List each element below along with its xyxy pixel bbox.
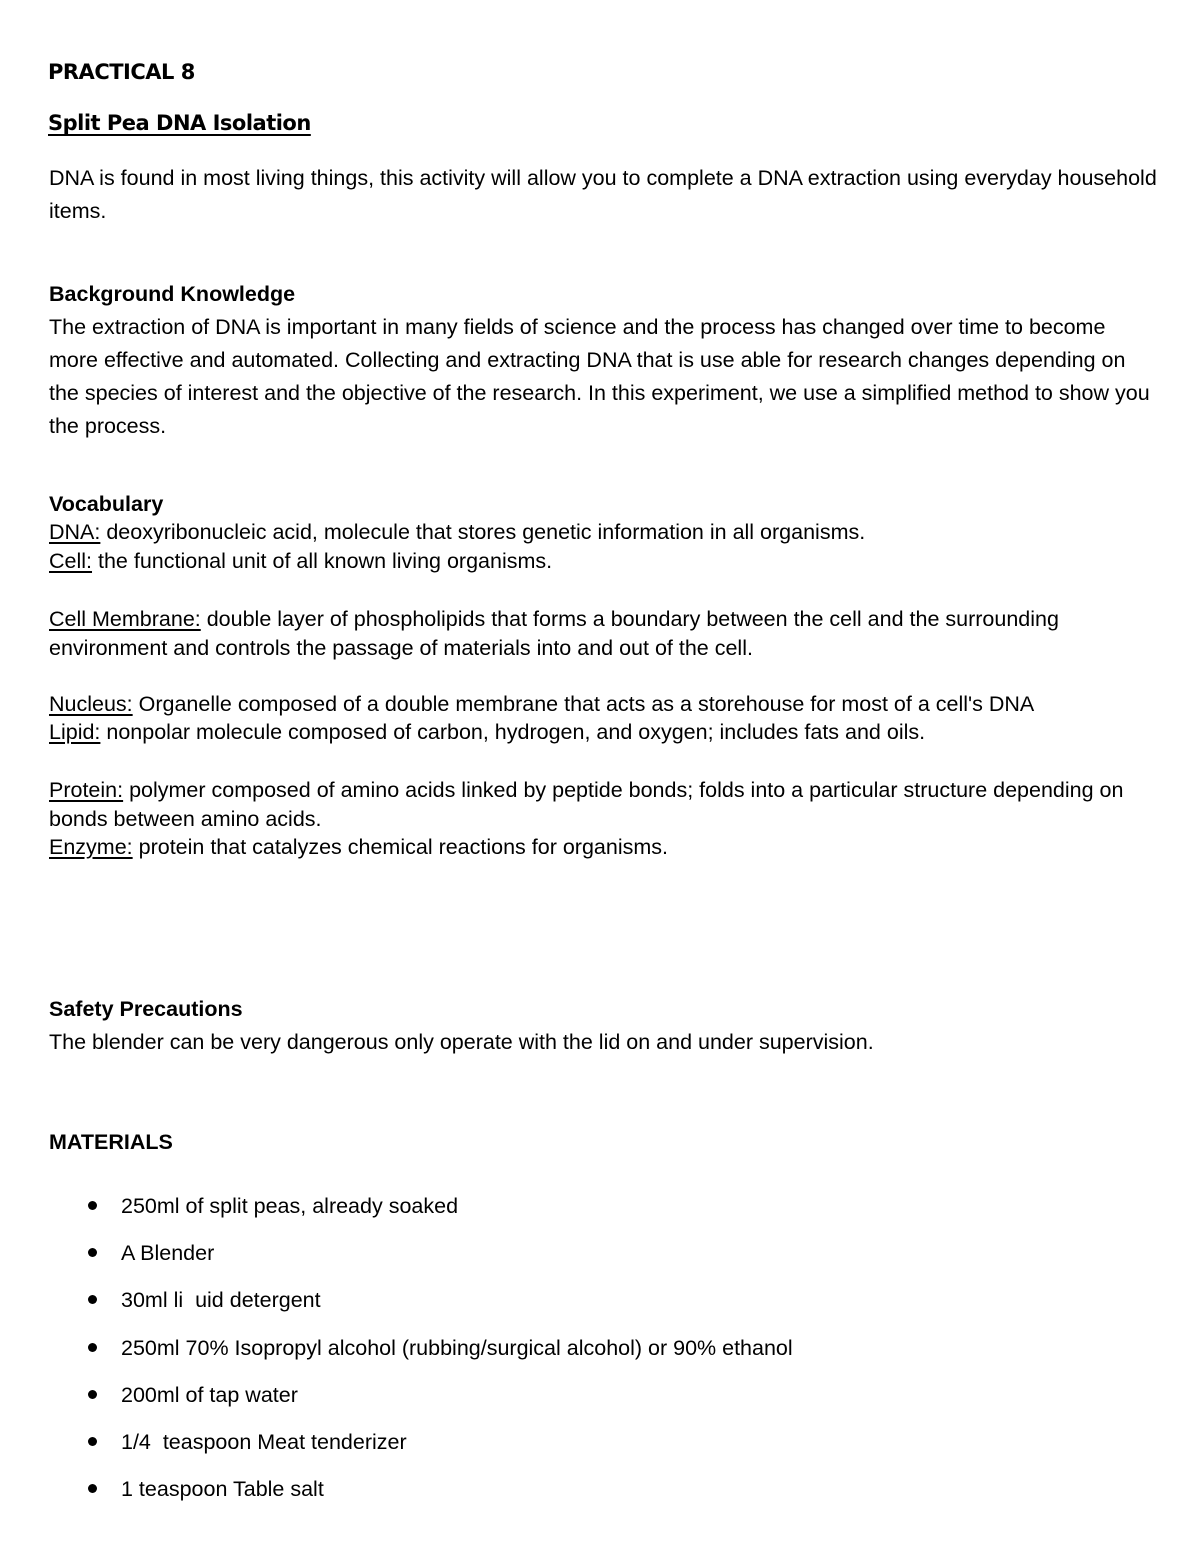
- bullet-icon: [88, 1343, 97, 1352]
- background-text: The extraction of DNA is important in many fields of science and the process has changed over time to become more effective and automated. Collecting and extracting DNA that is use able for research changes depending on the species of interest and the objective of the research. In this experiment, we use a simplified method to show you the process.: [49, 315, 1150, 438]
- vocab-entry-enzyme: [49, 833, 1159, 862]
- bullet-icon: [88, 1248, 97, 1257]
- material-text: 250ml of split peas, already soaked: [121, 1194, 459, 1218]
- bullet-icon: [88, 1437, 97, 1446]
- vocab-definition: deoxyribonucleic acid, molecule that stores genetic information in all organisms.: [100, 520, 866, 544]
- background-section: [49, 278, 1159, 443]
- vocab-definition: the functional unit of all known living organisms.: [92, 549, 553, 573]
- vocab-definition: double layer of phospholipids that forms a boundary between the cell and the surrounding environment and controls the passage of materials into and out of the cell.: [49, 607, 1059, 660]
- vocab-term: Cell Membrane:: [49, 607, 201, 631]
- bullet-icon: [88, 1201, 97, 1210]
- materials-list: [88, 1188, 793, 1518]
- safety-text: The blender can be very dangerous only operate with the lid on and under supervision.: [49, 1030, 874, 1054]
- vocab-term: DNA:: [49, 520, 101, 544]
- vocab-entry-protein: [49, 776, 1159, 833]
- material-text: A Blender: [121, 1241, 215, 1266]
- vocab-entry-lipid: [49, 718, 1159, 747]
- material-text: 1 teaspoon Table salt: [121, 1477, 324, 1502]
- vocabulary-heading: Vocabulary: [49, 492, 164, 516]
- list-item: [88, 1330, 793, 1377]
- bullet-icon: [88, 1390, 97, 1399]
- materials-heading: MATERIALS: [49, 1130, 173, 1154]
- vocab-entry-cell-membrane: [49, 605, 1159, 662]
- vocab-entry-cell: [49, 547, 1159, 576]
- vocab-term: Lipid:: [49, 720, 101, 744]
- list-item: [88, 1282, 793, 1329]
- vocabulary-heading-block: [49, 490, 1159, 519]
- vocab-definition: protein that catalyzes chemical reactions for organisms.: [132, 835, 668, 859]
- material-text: 200ml of tap water: [121, 1382, 298, 1407]
- page-subtitle: Split Pea DNA Isolation: [48, 111, 311, 135]
- vocab-entry-nucleus: [49, 690, 1159, 719]
- material-text: 250ml 70% Isopropyl alcohol (rubbing/surgical alcohol) or 90% ethanol: [121, 1335, 793, 1360]
- list-item: [88, 1377, 793, 1424]
- list-item: [88, 1471, 793, 1518]
- list-item: [88, 1235, 793, 1282]
- vocab-term: Protein:: [49, 778, 124, 802]
- vocab-term: Cell:: [49, 549, 93, 573]
- intro-paragraph: DNA is found in most living things, this activity will allow you to complete a DNA extraction using everyday household items.: [49, 166, 1157, 223]
- vocab-definition: Organelle composed of a double membrane that acts as a storehouse for most of a cell's DNA: [132, 692, 1035, 716]
- list-item: [88, 1424, 793, 1471]
- bullet-icon: [88, 1484, 97, 1493]
- vocab-definition: nonpolar molecule composed of carbon, hydrogen, and oxygen; includes fats and oils.: [100, 720, 926, 744]
- vocab-entry-dna: [49, 518, 1159, 547]
- background-heading: Background Knowledge: [49, 282, 296, 306]
- vocab-term: Nucleus:: [49, 692, 133, 716]
- bullet-icon: [88, 1295, 97, 1304]
- safety-heading: Safety Precautions: [49, 997, 243, 1021]
- page-title: PRACTICAL 8: [48, 60, 195, 84]
- safety-section: [49, 993, 1159, 1059]
- list-item: [88, 1188, 793, 1235]
- material-text: 30ml li uid detergent: [121, 1288, 321, 1313]
- material-text: 1/4 teaspoon Meat tenderizer: [121, 1429, 407, 1454]
- vocab-definition: polymer composed of amino acids linked by peptide bonds; folds into a particular structure depending on bonds between amino acids.: [49, 778, 1124, 831]
- vocab-term: Enzyme:: [49, 835, 133, 859]
